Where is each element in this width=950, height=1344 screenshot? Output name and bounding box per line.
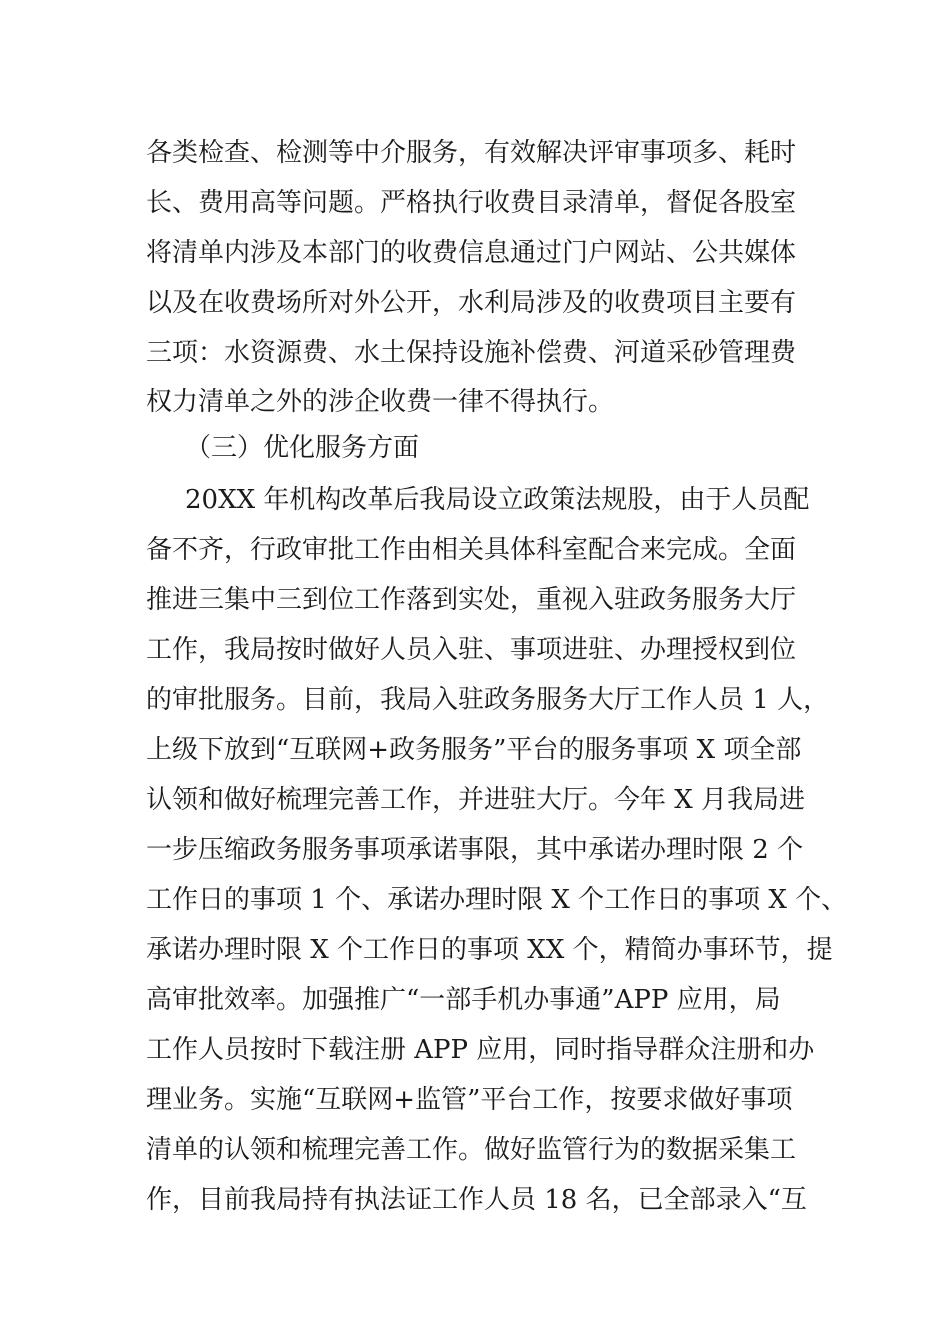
paragraph-1-line-1: 各类检查、检测等中介服务，有效解决评审事项多、耗时 bbox=[146, 138, 797, 168]
paragraph-2-line-11: 高审批效率。加强推广“一部手机办事通”APP 应用，局 bbox=[146, 985, 781, 1015]
paragraph-2-line-15: 作，目前我局持有执法证工作人员 18 名，已全部录入“互 bbox=[146, 1185, 807, 1215]
paragraph-2-line-7: 认领和做好梳理完善工作，并进驻大厅。今年 X 月我局进 bbox=[146, 785, 806, 815]
paragraph-2-line-5: 的审批服务。目前，我局入驻政务服务大厅工作人员 1 人， bbox=[146, 685, 830, 715]
paragraph-2-line-13: 理业务。实施“互联网+监管”平台工作，按要求做好事项 bbox=[146, 1085, 793, 1115]
paragraph-2-line-1: 20XX 年机构改革后我局设立政策法规股，由于人员配 bbox=[185, 485, 810, 515]
paragraph-1-line-2: 长、费用高等问题。严格执行收费目录清单，督促各股室 bbox=[146, 188, 797, 218]
paragraph-1-line-5: 三项：水资源费、水土保持设施补偿费、河道采砂管理费 bbox=[146, 338, 797, 368]
paragraph-2-line-9: 工作日的事项 1 个、承诺办理时限 X 个工作日的事项 X 个、 bbox=[146, 885, 848, 915]
paragraph-2-line-10: 承诺办理时限 X 个工作日的事项 XX 个，精简办事环节，提 bbox=[146, 935, 833, 965]
paragraph-2-line-4: 工作，我局按时做好人员入驻、事项进驻、办理授权到位 bbox=[146, 635, 797, 665]
paragraph-2-line-6: 上级下放到“互联网+政务服务”平台的服务事项 X 项全部 bbox=[146, 735, 802, 765]
paragraph-2-line-2: 备不齐，行政审批工作由相关具体科室配合来完成。全面 bbox=[146, 535, 797, 565]
paragraph-1-line-3: 将清单内涉及本部门的收费信息通过门户网站、公共媒体 bbox=[146, 238, 797, 268]
paragraph-2-line-14: 清单的认领和梳理完善工作。做好监管行为的数据采集工 bbox=[146, 1135, 797, 1165]
paragraph-2-line-12: 工作人员按时下载注册 APP 应用，同时指导群众注册和办 bbox=[146, 1035, 815, 1065]
paragraph-2-line-3: 推进三集中三到位工作落到实处，重视入驻政务服务大厅 bbox=[146, 585, 797, 615]
paragraph-1-line-4: 以及在收费场所对外公开，水利局涉及的收费项目主要有 bbox=[146, 288, 797, 318]
section-heading: （三）优化服务方面 bbox=[185, 433, 420, 463]
paragraph-2-line-8: 一步压缩政务服务事项承诺事限，其中承诺办理时限 2 个 bbox=[146, 835, 804, 865]
paragraph-1-line-6: 权力清单之外的涉企收费一律不得执行。 bbox=[146, 387, 615, 417]
